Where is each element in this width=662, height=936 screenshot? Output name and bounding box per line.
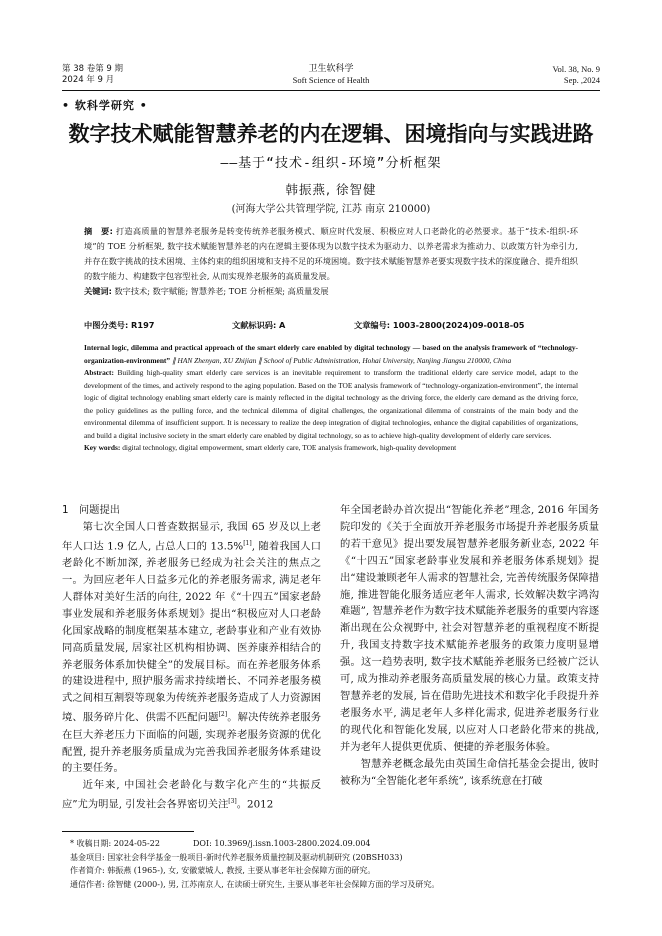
journal-name-en: Soft Science of Health (292, 75, 370, 85)
english-title: Internal logic, dilemma and practical approach of the smart elderly care enabled by digital technology — based on the analysis framework of “technology-organization-environment” (84, 343, 578, 365)
keywords-en-text: digital technology, digital empowerment, smart elderly care, TOE analysis framework, high-quality development (122, 443, 457, 452)
journal-name-cn: 卫生软科学 (308, 64, 354, 74)
header-issue-info-en (552, 64, 600, 86)
header-divider (62, 90, 600, 91)
header-volume-en: Vol. 38, No. 9 (552, 64, 600, 74)
body-paragraph: 年全国老龄办首次提出“智能化养老”理念, 2016 年国务院印发的《关于全面放开养老服务市场提升养老服务质量的若干意见》提出要发展智慧养老服务新业态, 2022 年《“十四五”国家老龄事业发展和养老服务体系规划》提出“建设兼顾老年人需求的智慧社会, 完善传统服务保障措施, 推进智能化服务适应老年人需求, 长效解决数字鸿沟难题”, 智慧养老作为数字技术赋能养老服务的重要内容逐渐出现在公众视野中, 社会对智慧养老的重视程度不断提升, 我国支持数字技术赋能养老服务的政策力度明显增强。这一趋势表明, 数字技术赋能养老服务已经被广泛认可, 成为推动养老服务高质量发展的核心力量。政策支持智慧养老的发展, 旨在借助先进技术和数字化手段提升养老服务水平, 满足老年人多样化需求, 促进养老服务行业的现代化和智能化发展, 以应对人口老龄化带来的挑战, 并为老年人提供更优质、便捷的养老服务体验。 (340, 504, 599, 753)
abstract-en-text: Building high-quality smart elderly care services is an inevitable requirement to transform the traditional elderly care service model, adapt to the development of the times, and actively respond to the aging population. Based on the TOE analysis framework of “technology-organization-environment”, the internal logic of digital technology enabling smart elderly care is mainly reflected in the digital technology as the driving force, the elderly care demand as the driving force, the policy guidelines as the pulling force, and the technical dilemma of digital challenges, the organizational dilemma of constraints of the main body and the environmental dilemma of insufficient support. It is necessary to realize the deep integration of digital technologies, enhance the digital capabilities of organizations, and build a digital inclusive society in the smart elderly care enabled by digital technology, so as to achieve high-quality development of elderly care services. (84, 368, 578, 440)
header-issue-info (62, 64, 123, 86)
section-heading: 1 问题提出 (62, 504, 121, 516)
header-journal-name (231, 64, 431, 86)
abstract-en-body (84, 367, 578, 442)
header-date: 2024 年 9 月 (62, 75, 115, 85)
citation-ref: [3] (228, 798, 237, 806)
english-authors: ∥ HAN Zhenyan, XU Zhijian ∥ School of Public Administration, Hohai University, Nanjing Jiangsu 210000, China (171, 355, 512, 365)
body-text: , 随着我国人口老龄化不断加深, 养老服务已经成为社会关注的焦点之一。为回应老年人日益多元化的养老服务需求, 满足老年人群体对美好生活的向往, 2022 年《“十四五”国家老龄事业发展和养老服务体系规划》提出“积极应对人口老龄化国家战略的制度框架基本建立, 老龄事业和产业有效协同高质量发展, 居家社区机构相协调、医养康养相结合的养老服务体系加快健全”的发展目标。而在养老服务体系的建设进程中, 照护服务需求持续增长、不同养老服务模式之间相互割裂等现象为传统养老服务造成了人力资源困境、服务碎片化、供需不匹配问题 (62, 540, 322, 724)
abstract-cn-label: 摘 要: (84, 226, 113, 236)
article-number: 文章编号: 1003-2800(2024)09-0018-05 (354, 320, 525, 330)
footnote-author: 作者简介: 韩振燕 (1965-), 女, 安徽蒙城人, 教授, 主要从事老年社会保障方面的研究。 (70, 866, 376, 875)
column-tag: • 软科学研究 • (62, 99, 148, 112)
keywords-en (84, 442, 578, 455)
article-subtitle: ——基于“技术-组织-环境”分析框架 (220, 156, 442, 171)
article-title: 数字技术赋能智慧养老的内在逻辑、困境指向与实践进路 (68, 122, 594, 146)
document-code: 文献标识码: A (232, 320, 286, 330)
article-affiliation: (河海大学公共管理学院, 江苏 南京 210000) (231, 204, 431, 215)
footnotes (70, 837, 590, 891)
body-paragraph (62, 519, 321, 777)
keywords-cn-label: 关键词: (84, 286, 112, 296)
received-date: * 收稿日期: 2024-05-22 (70, 839, 160, 848)
abstract-en-header (84, 342, 578, 367)
header-date-en: Sep. ,2024 (563, 75, 600, 85)
abstract-cn (84, 224, 578, 299)
footnote-divider (62, 831, 194, 832)
body-paragraph (62, 777, 321, 813)
citation-ref: [1] (243, 539, 252, 547)
footnote-corresponding: 通信作者: 徐智健 (2000-), 男, 江苏南京人, 在读硕士研究生, 主要从事老年社会保障方面的学习及研究。 (70, 879, 440, 889)
keywords-cn-text: 数字技术; 数字赋能; 智慧养老; TOE 分析框架; 高质量发展 (114, 286, 329, 296)
body-text: 近年来, 中国社会老龄化与数字化产生的“共振反应”尤为明显, 引发社会各界密切关注 (62, 779, 321, 811)
article-authors: 韩振燕, 徐智健 (285, 182, 377, 197)
keywords-en-label: Key words: (84, 443, 121, 452)
abstract-cn-text: 打造高质量的智慧养老服务是转变传统养老服务模式、顺应时代发展、积极应对人口老龄化的必然要求。基于“技术-组织-环境”的 TOE 分析框架, 数字技术赋能智慧养老的内在逻辑主要体现为以数字技术为驱动力、以养老需求为推动力、以政策方针为牵引力, 并存在数字挑战的技术困境、主体约束的组织困境和支持不足的环境困境。数字技术赋能智慧养老要实现数字技术的深度融合、提升组织的数字能力、构建数字包容型社会, 从而实现养老服务的高质量发展。 (84, 226, 578, 281)
body-column-left (62, 502, 321, 814)
keywords-cn (84, 284, 578, 299)
body-text: 第七次全国人口普查数据显示, 我国 65 岁及以上老年人口达 1.9 亿人, 占总人口的 13.5% (62, 520, 321, 553)
footnote-received (70, 837, 590, 851)
citation-ref: [2] (218, 711, 228, 719)
body-text: 。2012 (236, 798, 274, 811)
clc-number: 中图分类号: R197 (84, 320, 155, 330)
footnote-fund: 基金项目: 国家社会科学基金一般项目-新时代养老服务质量控制及驱动机制研究 (20BSH033) (70, 852, 403, 862)
header-volume: 第 38 卷第 9 期 (62, 64, 124, 74)
body-paragraph: 智慧养老概念最先由英国生命信托基金会提出, 彼时被称为“全智能化老年系统”, 该系统意在打破 (340, 757, 599, 787)
body-text: 。解决传统养老服务在巨大养老压力下面临的问题, 实现养老服务资源的优化配置, 提升养老服务质量成为完善我国养老服务体系建设的主要任务。 (62, 711, 321, 775)
abstract-en (84, 342, 578, 455)
abstract-en-label: Abstract: (84, 368, 114, 377)
body-column-right (340, 502, 599, 789)
doi: DOI: 10.3969/j.issn.1003-2800.2024.09.004 (193, 839, 371, 848)
